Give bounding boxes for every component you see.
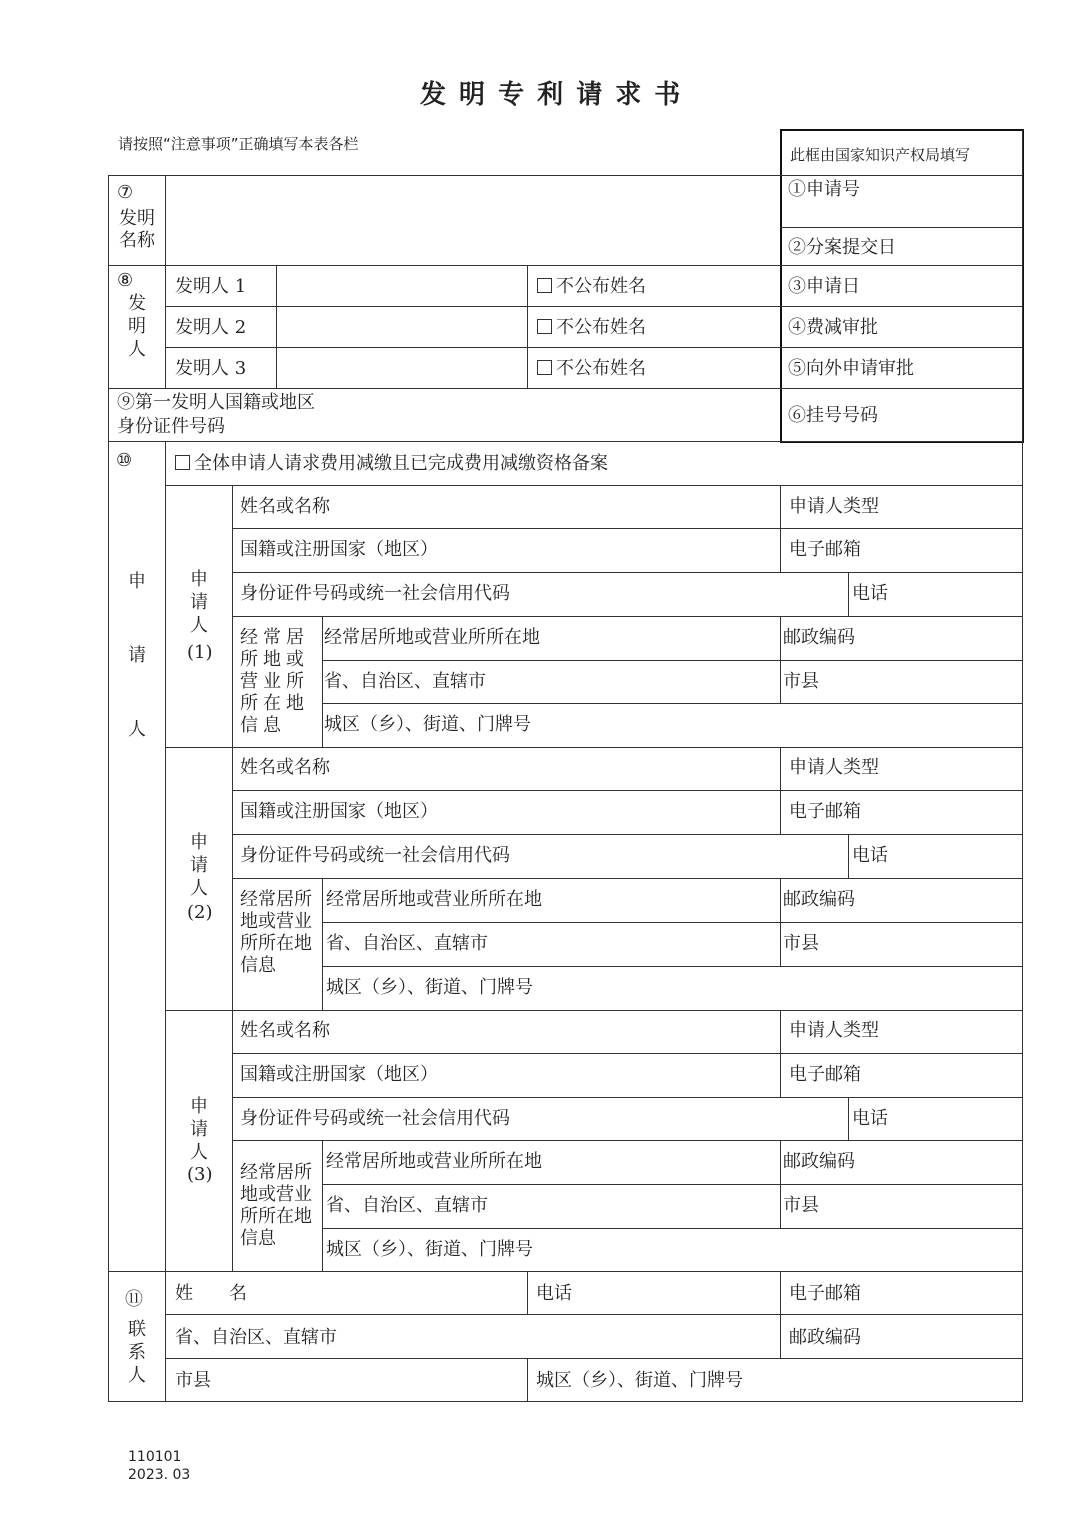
applicant-2-id[interactable]: 身份证件号码或统一社会信用代码	[240, 845, 510, 866]
invention-title-field[interactable]	[166, 176, 779, 264]
inventor-1-undisclosed[interactable]: 不公布姓名	[537, 276, 646, 298]
inventor-3-field[interactable]	[277, 348, 526, 387]
contact-province[interactable]: 省、自治区、直辖市	[175, 1327, 337, 1348]
applicant-1-label: 申请人	[190, 569, 208, 636]
applicant-1-postcode[interactable]: 邮政编码	[783, 627, 855, 648]
sec8-label: 发明人	[128, 293, 146, 360]
inventor-1-field[interactable]	[277, 266, 526, 305]
inventor-3-label: 发明人 3	[175, 358, 247, 379]
office-header: 此框由国家知识产权局填写	[790, 146, 971, 164]
fee-reduction-option[interactable]: 全体申请人请求费用减缴且已完成费用减缴资格备案	[175, 453, 608, 475]
sec10-label	[125, 545, 149, 767]
applicant-3-label: 申请人	[190, 1096, 208, 1163]
applicant-2-phone[interactable]: 电话	[852, 845, 888, 866]
inventor-1-label: 发明人 1	[175, 276, 247, 297]
sec8-number: ⑧	[117, 270, 134, 291]
applicant-3-sub: (3)	[187, 1164, 213, 1185]
applicant-2-label: 申请人	[190, 832, 208, 899]
form-date: 2023. 03	[128, 1467, 191, 1483]
applicant-1-phone[interactable]: 电话	[852, 583, 888, 604]
form-code: 110101	[128, 1449, 182, 1465]
applicant-3-postcode[interactable]: 邮政编码	[783, 1151, 855, 1172]
applicant-3-city[interactable]: 市县	[783, 1195, 819, 1216]
applicant-1-addr-label: 经常居所地或营业所所在地信息	[240, 627, 309, 736]
applicant-3-residence[interactable]: 经常居所地或营业所所在地	[326, 1151, 542, 1172]
applicant-3-province[interactable]: 省、自治区、直辖市	[326, 1195, 488, 1216]
applicant-3-nationality[interactable]: 国籍或注册国家（地区）	[240, 1064, 438, 1085]
contact-name[interactable]: 姓 名	[175, 1283, 247, 1304]
office-application-number[interactable]: ①申请号	[788, 179, 860, 200]
sec7-number: ⑦	[117, 182, 134, 203]
contact-phone[interactable]: 电话	[536, 1283, 572, 1304]
applicant-2-nationality[interactable]: 国籍或注册国家（地区）	[240, 801, 438, 822]
applicant-3-email[interactable]: 电子邮箱	[789, 1064, 861, 1085]
office-filing-date[interactable]: ③申请日	[788, 276, 860, 297]
inventor-2-label: 发明人 2	[175, 317, 247, 338]
applicant-1-sub: (1)	[187, 642, 213, 663]
inventor-2-undisclosed[interactable]: 不公布姓名	[537, 317, 646, 339]
contact-city[interactable]: 市县	[175, 1370, 211, 1391]
office-registered-mail-number[interactable]: ⑥挂号号码	[788, 405, 878, 426]
inventor-2-field[interactable]	[277, 307, 526, 346]
checkbox-icon[interactable]	[537, 360, 552, 375]
applicant-1-id[interactable]: 身份证件号码或统一社会信用代码	[240, 583, 510, 604]
applicant-2-email[interactable]: 电子邮箱	[789, 801, 861, 822]
sec11-label: 联系人	[128, 1319, 146, 1386]
sec10-number: ⑩	[116, 450, 133, 471]
applicant-3-type[interactable]: 申请人类型	[789, 1020, 879, 1041]
applicant-2-type[interactable]: 申请人类型	[789, 757, 879, 778]
contact-postcode[interactable]: 邮政编码	[789, 1327, 861, 1348]
office-fee-reduction-approval[interactable]: ④费减审批	[788, 317, 878, 338]
applicant-3-addr-label: 经常居所地或营业所所在地信息	[240, 1162, 312, 1249]
contact-street[interactable]: 城区（乡）、街道、门牌号	[536, 1370, 743, 1391]
applicant-2-sub: (2)	[187, 902, 213, 923]
applicant-1-street[interactable]: 城区（乡）、街道、门牌号	[324, 714, 531, 735]
applicant-2-city[interactable]: 市县	[783, 933, 819, 954]
sec9-line1: ⑨第一发明人国籍或地区	[117, 392, 315, 413]
applicant-3-phone[interactable]: 电话	[852, 1108, 888, 1129]
applicant-2-residence[interactable]: 经常居所地或营业所所在地	[326, 889, 542, 910]
applicant-2-province[interactable]: 省、自治区、直辖市	[326, 933, 488, 954]
applicant-1-name[interactable]: 姓名或名称	[240, 496, 330, 517]
instruction-text: 请按照“注意事项”正确填写本表各栏	[118, 135, 359, 153]
applicant-1-province[interactable]: 省、自治区、直辖市	[324, 671, 486, 692]
applicant-1-nationality[interactable]: 国籍或注册国家（地区）	[240, 539, 438, 560]
applicant-3-name[interactable]: 姓名或名称	[240, 1020, 330, 1041]
applicant-2-street[interactable]: 城区（乡）、街道、门牌号	[326, 977, 533, 998]
page-title: 发 明 专 利 请 求 书	[420, 80, 683, 110]
sec9-line2: 身份证件号码	[117, 416, 225, 437]
applicant-1-city[interactable]: 市县	[783, 671, 819, 692]
sec10-label-text: 申请人	[128, 571, 146, 740]
sec7-label: 发明名称	[119, 208, 155, 251]
applicant-1-email[interactable]: 电子邮箱	[789, 539, 861, 560]
applicant-2-name[interactable]: 姓名或名称	[240, 757, 330, 778]
checkbox-icon[interactable]	[537, 278, 552, 293]
applicant-2-postcode[interactable]: 邮政编码	[783, 889, 855, 910]
contact-email[interactable]: 电子邮箱	[789, 1283, 861, 1304]
applicant-1-type[interactable]: 申请人类型	[789, 496, 879, 517]
applicant-2-addr-label: 经常居所地或营业所所在地信息	[240, 889, 312, 976]
applicant-3-street[interactable]: 城区（乡）、街道、门牌号	[326, 1239, 533, 1260]
office-foreign-filing-approval[interactable]: ⑤向外申请审批	[788, 358, 914, 379]
inventor-3-undisclosed[interactable]: 不公布姓名	[537, 358, 646, 380]
checkbox-icon[interactable]	[537, 319, 552, 334]
office-division-date[interactable]: ②分案提交日	[788, 237, 896, 258]
sec11-number: ⑪	[125, 1289, 143, 1310]
applicant-3-id[interactable]: 身份证件号码或统一社会信用代码	[240, 1108, 510, 1129]
applicant-1-residence[interactable]: 经常居所地或营业所所在地	[324, 627, 540, 648]
checkbox-icon[interactable]	[175, 455, 190, 470]
